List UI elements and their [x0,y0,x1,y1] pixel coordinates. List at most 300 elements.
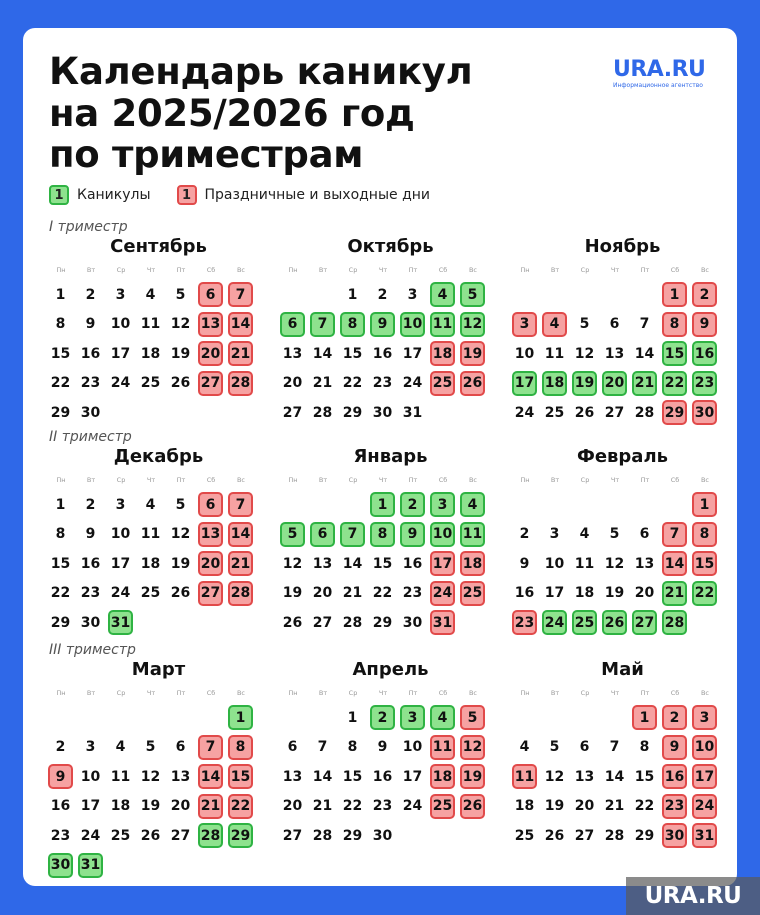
day-cell: 25 [140,375,161,391]
day-cell: 6 [579,739,590,755]
day-cell: 18 [110,798,131,814]
day-cell: 2 [377,286,388,303]
day-cell: 16 [80,555,101,572]
day-cell: 15 [342,768,363,785]
month-name: Декабрь [113,446,204,467]
holiday-day: 4 [542,312,567,337]
empty-cell [630,490,660,520]
month-name: Май [601,659,644,680]
day-cell: 18 [574,585,595,601]
holiday-day: 19 [460,764,485,789]
month-february [510,444,720,638]
day-cell: 14 [312,768,333,785]
weekday-label: Пн [288,266,298,274]
day-cell: 24 [402,798,423,814]
day-cell: 4 [519,739,530,755]
day-cell: 1 [347,286,358,303]
day-cell: 2 [85,496,96,513]
weekday-label: Сб [670,266,680,274]
title-line-3: по триместрам [49,133,364,176]
day-cell: 25 [140,585,161,601]
empty-cell [278,280,308,310]
weekday-label: Вс [468,266,478,274]
holiday-day: 19 [460,341,485,366]
empty-cell [196,703,226,733]
vacation-day: 26 [602,610,627,635]
weekday-label: Ср [580,476,590,484]
holiday-day: 14 [662,551,687,576]
day-cell: 28 [312,404,333,421]
holiday-day: 1 [662,282,687,307]
holiday-day: 1 [632,705,657,730]
trimester-label-3: III триместр [49,642,136,658]
day-cell: 23 [80,585,101,601]
holiday-day: 15 [692,551,717,576]
vacation-day: 5 [280,522,305,547]
day-cell: 26 [282,614,303,631]
day-cell: 20 [574,798,595,814]
month-name: Апрель [352,659,429,680]
day-cell: 26 [544,827,565,844]
day-cell: 17 [80,798,101,814]
day-cell: 12 [574,345,595,362]
day-cell: 7 [317,739,328,755]
weekday-header [278,260,488,280]
day-cell: 5 [549,739,560,755]
holiday-day: 26 [460,371,485,396]
empty-cell [510,703,540,733]
day-cell: 16 [514,585,535,601]
weekday-label: Ср [116,476,126,484]
empty-cell [660,490,690,520]
day-cell: 22 [372,585,393,601]
holiday-day: 8 [692,522,717,547]
day-cell: 6 [639,526,650,542]
day-cell: 12 [170,316,191,332]
day-cell: 18 [140,345,161,362]
vacation-day: 29 [228,823,253,848]
days-grid [278,490,488,638]
month-january [278,444,488,638]
day-cell: 13 [312,555,333,572]
weekday-label: Пт [640,266,650,274]
day-cell: 19 [140,798,161,814]
empty-cell [540,703,570,733]
month-october [278,234,488,428]
holiday-day: 22 [228,794,253,819]
weekday-label: Чт [378,476,388,484]
day-cell: 19 [604,585,625,601]
holiday-day: 17 [692,764,717,789]
vacation-day: 12 [460,312,485,337]
day-cell: 26 [140,827,161,844]
weekday-header [278,683,488,703]
weekday-label: Ср [348,689,358,697]
weekday-label: Пт [176,476,186,484]
days-grid [46,280,256,428]
weekday-label: Ср [116,266,126,274]
vacation-day: 11 [430,312,455,337]
day-cell: 13 [282,345,303,362]
legend-vacation-label: Каникулы [77,187,151,203]
holiday-day: 18 [460,551,485,576]
month-november [510,234,720,428]
day-cell: 21 [312,375,333,391]
title-line-1: Календарь каникул [49,50,473,93]
day-cell: 30 [402,614,423,631]
day-cell: 25 [110,827,131,844]
day-cell: 3 [115,286,126,303]
weekday-label: Вс [700,689,710,697]
day-cell: 29 [342,404,363,421]
holiday-day: 23 [662,794,687,819]
day-cell: 26 [170,375,191,391]
day-cell: 8 [55,316,66,332]
holiday-day: 6 [198,492,223,517]
day-cell: 12 [604,555,625,572]
day-cell: 29 [50,404,71,421]
day-cell: 26 [170,585,191,601]
weekday-label: Вт [86,266,96,274]
day-cell: 19 [170,555,191,572]
day-cell: 10 [402,739,423,755]
vacation-day: 22 [662,371,687,396]
day-cell: 16 [402,555,423,572]
weekday-header [510,260,720,280]
weekday-label: Пн [56,266,66,274]
month-name: Январь [353,446,428,467]
day-cell: 4 [145,496,156,513]
holiday-day: 13 [198,312,223,337]
empty-cell [600,280,630,310]
day-cell: 29 [372,614,393,631]
vacation-day: 8 [340,312,365,337]
month-name: Ноябрь [584,236,661,257]
day-cell: 28 [312,827,333,844]
weekday-label: Сб [206,266,216,274]
holiday-day: 25 [430,794,455,819]
day-cell: 17 [544,585,565,601]
weekday-label: Сб [670,476,680,484]
day-cell: 17 [402,345,423,362]
day-cell: 16 [50,798,71,814]
month-name: Февраль [576,446,669,467]
holiday-day: 2 [692,282,717,307]
empty-cell [106,703,136,733]
empty-cell [570,280,600,310]
day-cell: 14 [312,345,333,362]
day-cell: 24 [514,404,535,421]
day-cell: 27 [282,827,303,844]
weekday-label: Чт [610,266,620,274]
month-september [46,234,256,428]
weekday-label: Пн [56,476,66,484]
empty-cell [166,703,196,733]
empty-cell [600,490,630,520]
vacation-day: 30 [48,853,73,878]
page-title [49,51,472,176]
day-cell: 5 [579,316,590,332]
day-cell: 13 [170,768,191,785]
day-cell: 13 [604,345,625,362]
watermark: URA.RU [626,877,760,915]
day-cell: 17 [110,555,131,572]
holiday-day: 11 [512,764,537,789]
day-cell: 30 [80,614,101,631]
weekday-label: Пт [408,476,418,484]
vacation-day: 7 [340,522,365,547]
weekday-header [278,470,488,490]
empty-cell [76,703,106,733]
empty-cell [510,280,540,310]
day-cell: 27 [282,404,303,421]
days-grid [46,703,256,880]
day-cell: 19 [544,798,565,814]
empty-cell [278,703,308,733]
vacation-day: 4 [430,282,455,307]
day-cell: 5 [175,286,186,303]
weekday-label: Пн [520,476,530,484]
weekday-label: Ср [116,689,126,697]
vacation-day: 5 [460,282,485,307]
day-cell: 22 [50,375,71,391]
days-grid [278,280,488,428]
day-cell: 17 [402,768,423,785]
day-cell: 23 [372,375,393,391]
weekday-label: Сб [438,689,448,697]
days-grid [46,490,256,638]
day-cell: 18 [514,798,535,814]
days-grid [510,280,720,428]
vacation-day: 3 [430,492,455,517]
day-cell: 27 [604,404,625,421]
empty-cell [308,490,338,520]
vacation-day: 28 [198,823,223,848]
holiday-day: 2 [662,705,687,730]
day-cell: 12 [140,768,161,785]
holiday-day: 21 [228,341,253,366]
day-cell: 23 [50,827,71,844]
weekday-label: Чт [378,689,388,697]
weekday-label: Вт [86,476,96,484]
day-cell: 2 [85,286,96,303]
day-cell: 15 [342,345,363,362]
holiday-day: 10 [692,735,717,760]
day-cell: 14 [342,555,363,572]
day-cell: 29 [50,614,71,631]
vacation-day: 18 [542,371,567,396]
day-cell: 24 [110,585,131,601]
holiday-day: 28 [228,581,253,606]
day-cell: 8 [639,739,650,755]
day-cell: 31 [402,404,423,421]
day-cell: 16 [372,345,393,362]
day-cell: 11 [140,526,161,542]
day-cell: 14 [604,768,625,785]
empty-cell [136,703,166,733]
day-cell: 11 [544,345,565,362]
vacation-day: 1 [370,492,395,517]
holiday-day: 12 [460,735,485,760]
holiday-day: 5 [460,705,485,730]
day-cell: 22 [50,585,71,601]
day-cell: 3 [549,526,560,542]
weekday-label: Пн [520,266,530,274]
vacation-day: 2 [400,492,425,517]
day-cell: 15 [372,555,393,572]
holiday-day: 8 [228,735,253,760]
calendar-card [23,28,737,886]
empty-cell [278,490,308,520]
weekday-label: Вт [550,476,560,484]
month-march [46,657,256,880]
day-cell: 10 [544,555,565,572]
day-cell: 5 [145,739,156,755]
weekday-label: Ср [580,266,590,274]
holiday-day: 9 [662,735,687,760]
holiday-day: 24 [430,581,455,606]
weekday-label: Вт [550,689,560,697]
day-cell: 20 [282,798,303,814]
holiday-day: 18 [430,341,455,366]
day-cell: 20 [170,798,191,814]
day-cell: 19 [282,585,303,601]
weekday-header [46,470,256,490]
weekday-label: Ср [348,476,358,484]
day-cell: 11 [574,555,595,572]
day-cell: 21 [342,585,363,601]
day-cell: 27 [170,827,191,844]
weekday-label: Вс [236,266,246,274]
vacation-day: 9 [370,312,395,337]
logo-text: URA.RU [613,57,706,82]
empty-cell [308,703,338,733]
day-cell: 9 [85,526,96,542]
day-cell: 1 [55,286,66,303]
day-cell: 11 [140,316,161,332]
holiday-day: 20 [198,341,223,366]
vacation-day: 21 [662,581,687,606]
vacation-day: 6 [280,312,305,337]
vacation-day: 27 [632,610,657,635]
weekday-label: Чт [146,476,156,484]
day-cell: 1 [347,709,358,726]
vacation-day: 19 [572,371,597,396]
vacation-day: 22 [692,581,717,606]
month-name: Октябрь [347,236,434,257]
day-cell: 13 [282,768,303,785]
day-cell: 22 [342,375,363,391]
weekday-label: Чт [610,476,620,484]
day-cell: 23 [402,585,423,601]
day-cell: 10 [110,316,131,332]
vacation-day: 17 [512,371,537,396]
holiday-day: 8 [662,312,687,337]
vacation-day: 31 [78,853,103,878]
weekday-label: Вт [86,689,96,697]
weekday-label: Пт [408,266,418,274]
day-cell: 3 [407,286,418,303]
weekday-label: Сб [670,689,680,697]
day-cell: 10 [80,768,101,785]
days-grid [278,703,488,851]
vacation-day: 25 [572,610,597,635]
month-december [46,444,256,638]
day-cell: 25 [514,827,535,844]
holiday-day: 15 [228,764,253,789]
weekday-label: Вт [318,476,328,484]
day-cell: 23 [80,375,101,391]
vacation-day: 16 [692,341,717,366]
legend-holiday-swatch: 1 [177,185,197,205]
holiday-day: 28 [228,371,253,396]
day-cell: 12 [170,526,191,542]
trimester-label-2: II триместр [49,429,132,445]
weekday-header [510,470,720,490]
holiday-day: 14 [228,312,253,337]
day-cell: 28 [634,404,655,421]
day-cell: 14 [634,345,655,362]
holiday-day: 14 [198,764,223,789]
month-may [510,657,720,851]
day-cell: 15 [50,555,71,572]
day-cell: 22 [634,798,655,814]
empty-cell [540,280,570,310]
day-cell: 26 [574,404,595,421]
holiday-day: 30 [662,823,687,848]
holiday-day: 17 [430,551,455,576]
day-cell: 24 [110,375,131,391]
weekday-label: Вс [236,689,246,697]
vacation-day: 21 [632,371,657,396]
weekday-label: Вс [468,476,478,484]
day-cell: 20 [282,375,303,391]
day-cell: 6 [175,739,186,755]
day-cell: 29 [634,827,655,844]
empty-cell [540,490,570,520]
vacation-day: 6 [310,522,335,547]
day-cell: 25 [544,404,565,421]
day-cell: 2 [519,526,530,542]
day-cell: 20 [634,585,655,601]
day-cell: 13 [634,555,655,572]
weekday-header [510,683,720,703]
weekday-label: Ср [580,689,590,697]
weekday-label: Вс [468,689,478,697]
day-cell: 21 [604,798,625,814]
empty-cell [510,490,540,520]
days-grid [510,490,720,638]
holiday-day: 23 [512,610,537,635]
holiday-day: 21 [198,794,223,819]
holiday-day: 26 [460,794,485,819]
weekday-label: Чт [146,266,156,274]
weekday-label: Сб [438,476,448,484]
weekday-label: Сб [206,689,216,697]
legend-vacation-swatch: 1 [49,185,69,205]
day-cell: 4 [145,286,156,303]
weekday-label: Пт [408,689,418,697]
day-cell: 11 [110,768,131,785]
day-cell: 12 [282,555,303,572]
holiday-day: 25 [460,581,485,606]
day-cell: 30 [80,404,101,421]
vacation-day: 7 [310,312,335,337]
empty-cell [570,490,600,520]
month-name: Сентябрь [110,236,207,257]
day-cell: 27 [574,827,595,844]
day-cell: 1 [55,496,66,513]
